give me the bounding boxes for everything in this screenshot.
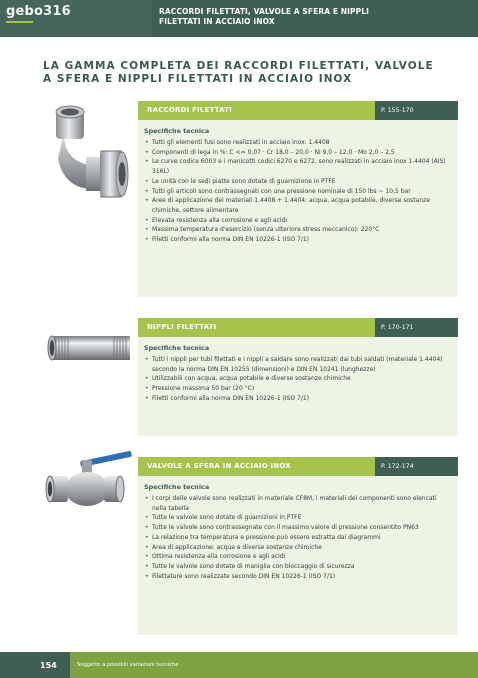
footer-note: Soggetto a possibili variazioni tecniche (77, 662, 179, 668)
section-body (138, 120, 458, 245)
spec-label: Specifiche tecnica (144, 344, 210, 352)
spec-item: • Tutte le valvole sono contrassegnate con il massimo valore di pressione consentito PN63 (144, 523, 450, 533)
nipple-image (44, 328, 134, 368)
section-raccordi-filettati (138, 101, 458, 297)
logo-underline (6, 21, 33, 23)
spec-item: • Ottima resistenza alla corrosione e agli acidi (144, 552, 450, 562)
spec-item: • Filettature sono realizzate secondo DIN EN 10226-1 (ISO 7/1) (144, 572, 450, 582)
spec-list (144, 138, 450, 245)
section-body (138, 476, 458, 581)
page-title-line2: A SFERA E NIPPLI FILETTATI IN ACCIAIO INOX (43, 73, 353, 85)
spec-item: • Elevata resistenza alla corrosione e agli acidi (144, 216, 450, 226)
section-title: RACCORDI FILETTATI (147, 106, 232, 114)
spec-item: • Filetti conformi alla norma DIN EN 10226-1 (ISO 7/1) (144, 235, 450, 245)
spec-item: • I corpi delle valvole sono realizzati in materiale CF8M, i materiali dei componenti sono elencati nella tabella (144, 494, 450, 513)
spec-label: Specifiche tecnica (144, 127, 210, 135)
elbow-fitting-image (50, 99, 132, 209)
spec-list (144, 494, 450, 581)
logo-box (0, 0, 152, 37)
section-header (138, 101, 458, 120)
header-title-line2: FILETTATI IN ACCIAIO INOX (159, 16, 275, 26)
spec-item: • Filetti conformi alla norma DIN EN 10226-1 (ISO 7/1) (144, 394, 450, 404)
section-header (138, 457, 458, 476)
page-number: 154 (0, 652, 70, 678)
section-title: VALVOLE A SFERA IN ACCIAIO INOX (147, 462, 291, 470)
header-bar (0, 0, 478, 37)
spec-item: • Le curve codice 6003 e i manicotti codici 6270 e 6272, sono realizzati in acciaio inox 1.4404 (AISI 316L) (144, 157, 450, 176)
page-title-line1: LA GAMMA COMPLETA DEI RACCORDI FILETTATI, VALVOLE (43, 60, 434, 72)
spec-item: • Utilizzabili con acqua, acqua potabile e diverse sostanze chimiche (144, 374, 450, 384)
spec-item: • Tutte le valvole sono dotate di guarnizioni in PTFE (144, 513, 450, 523)
section-page-ref: P. 170-171 (375, 318, 458, 337)
spec-item: • La relazione tra temperatura e pressione può essere estratta dai diagrammi (144, 533, 450, 543)
header-title-line1: RACCORDI FILETTATI, VALVOLE A SFERA E NIPPLI (159, 7, 370, 16)
spec-item: • Massima temperatura d'esercizio (senza ulteriore stress meccanico): 220°C (144, 225, 450, 235)
page-title (43, 60, 463, 86)
spec-label: Specifiche tecnica (144, 483, 210, 491)
header-title (152, 0, 369, 37)
spec-item: • Componenti di lega in %: C <= 0,07 · Cr 18,0 – 20,0 · Ni 9,0 – 12,0 · Mo 2,0 – 2,5 (144, 148, 450, 158)
footer-bar (0, 652, 478, 678)
section-body (138, 337, 458, 404)
section-header (138, 318, 458, 337)
spec-item: • Le unità con le sedi piatte sono dotate di guarnizione in PTFE (144, 177, 450, 187)
spec-item: • Tutti i nippli per tubi filettati e i nippli a saldare sono realizzati dai tubi saldati (materiale 1.4404) secondo la norma DIN EN 10255 (dimensioni) e DIN EN 10241 (lunghezze) (144, 355, 450, 374)
spec-item: • Tutti gli articoli sono contrassegnati con una pressione nominale di 150 lbs ~ 10,5 bar (144, 187, 450, 197)
spec-item: • Area di applicazione: acqua e diverse sostanze chimiche (144, 543, 450, 553)
section-title: NIPPLI FILETTATI (147, 323, 217, 331)
brand-logo: gebo316 (6, 4, 71, 19)
spec-item: • Aree di applicazione dei materiali 1.4408 + 1.4404: acqua, acqua potabile, diverse sostanze chimiche, settore alimentare (144, 196, 450, 215)
spec-item: • Pressione massima 50 bar (20 °C) (144, 384, 450, 394)
spec-item: • Tutti gli elementi fusi sono realizzati in acciaio inox: 1.4408 (144, 138, 450, 148)
spec-list (144, 355, 450, 404)
section-page-ref: P. 155-170 (375, 101, 458, 120)
ball-valve-image (44, 446, 134, 516)
section-nippli-filettati (138, 318, 458, 436)
section-valvole-a-sfera (138, 457, 458, 635)
section-page-ref: P. 172-174 (375, 457, 458, 476)
spec-item: • Tutte le valvole sono dotate di maniglia con bloccaggio di sicurezza (144, 562, 450, 572)
